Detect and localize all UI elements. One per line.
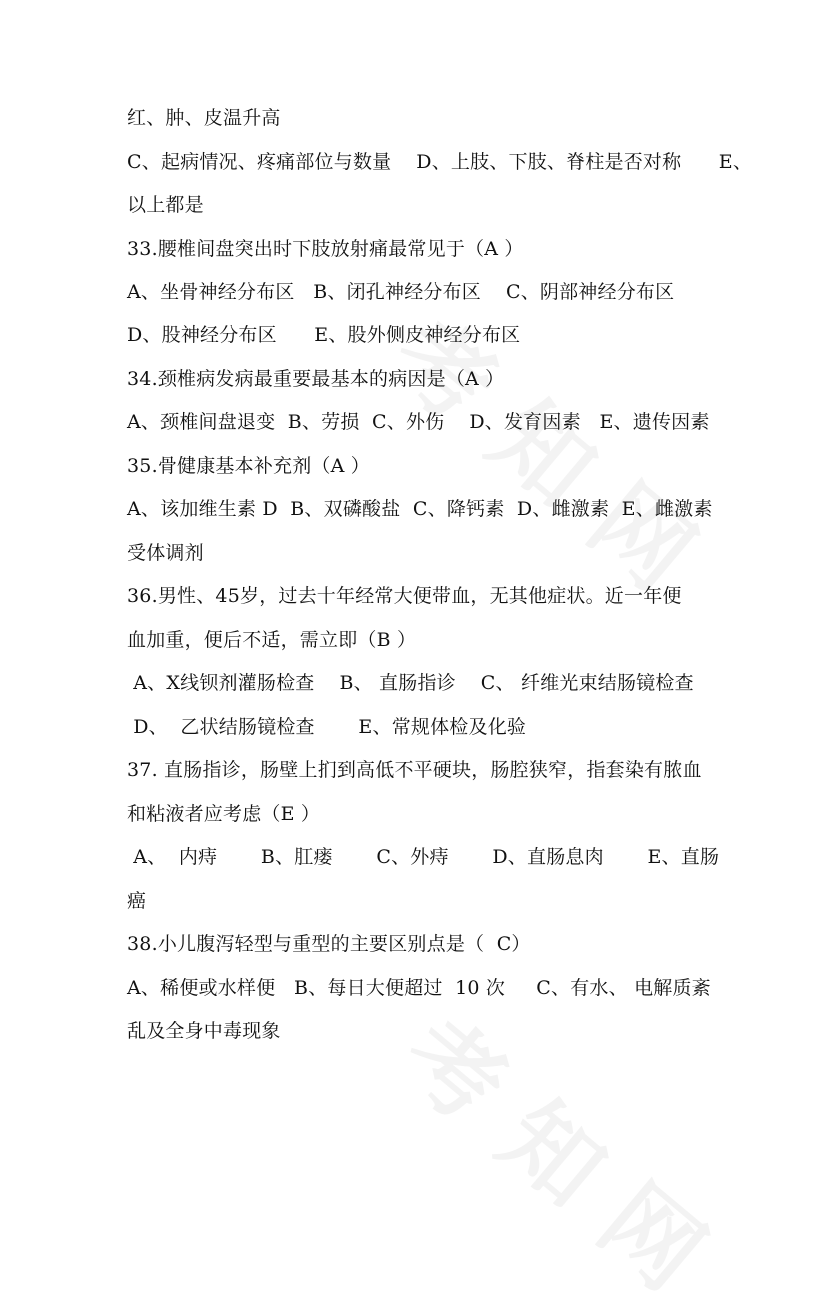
text-line: A、X线钡剂灌肠检查 B、 直肠指诊 C、 纤维光束结肠镜检查 bbox=[127, 672, 694, 694]
text-line: C、起病情况、疼痛部位与数量 D、上肢、下肢、脊柱是否对称 E、 bbox=[127, 151, 753, 173]
text-line: A、颈椎间盘退变 B、劳损 C、外伤 D、发育因素 E、遗传因素 bbox=[127, 411, 710, 433]
question-38: 38.小儿腹泻轻型与重型的主要区别点是（ C） bbox=[127, 933, 531, 955]
question-33: 33.腰椎间盘突出时下肢放射痛最常见于（A ） bbox=[127, 238, 524, 260]
text-line: 血加重，便后不适，需立即（B ） bbox=[127, 629, 417, 651]
question-37: 37. 直肠指诊，肠壁上扪到高低不平硬块，肠腔狭窄，指套染有脓血 bbox=[127, 759, 702, 781]
text-line: 以上都是 bbox=[127, 194, 204, 216]
question-34: 34.颈椎病发病最重要最基本的病因是（A ） bbox=[127, 368, 505, 390]
text-line: A、 内痔 B、肛瘘 C、外痔 D、直肠息肉 E、直肠 bbox=[127, 846, 720, 868]
text-line: 乱及全身中毒现象 bbox=[127, 1020, 281, 1042]
text-line: 红、肿、皮温升高 bbox=[127, 107, 281, 129]
question-35: 35.骨健康基本补充剂（A ） bbox=[127, 455, 370, 477]
text-line: A、该加维生素 D B、双磷酸盐 C、降钙素 D、雌激素 E、雌激素 bbox=[127, 498, 713, 520]
text-line: 和粘液者应考虑（E ） bbox=[127, 803, 321, 825]
text-line: 受体调剂 bbox=[127, 542, 204, 564]
text-line: A、稀便或水样便 B、每日大便超过 10 次 C、有水、 电解质紊 bbox=[127, 977, 711, 999]
question-36: 36.男性、45岁，过去十年经常大便带血，无其他症状。近一年便 bbox=[127, 585, 682, 607]
text-line: D、 乙状结肠镜检查 E、常规体检及化验 bbox=[127, 716, 527, 738]
text-line: D、股神经分布区 E、股外侧皮神经分布区 bbox=[127, 324, 521, 346]
text-line: 癌 bbox=[127, 890, 147, 912]
text-line: A、坐骨神经分布区 B、闭孔神经分布区 C、阴部神经分布区 bbox=[127, 281, 675, 303]
